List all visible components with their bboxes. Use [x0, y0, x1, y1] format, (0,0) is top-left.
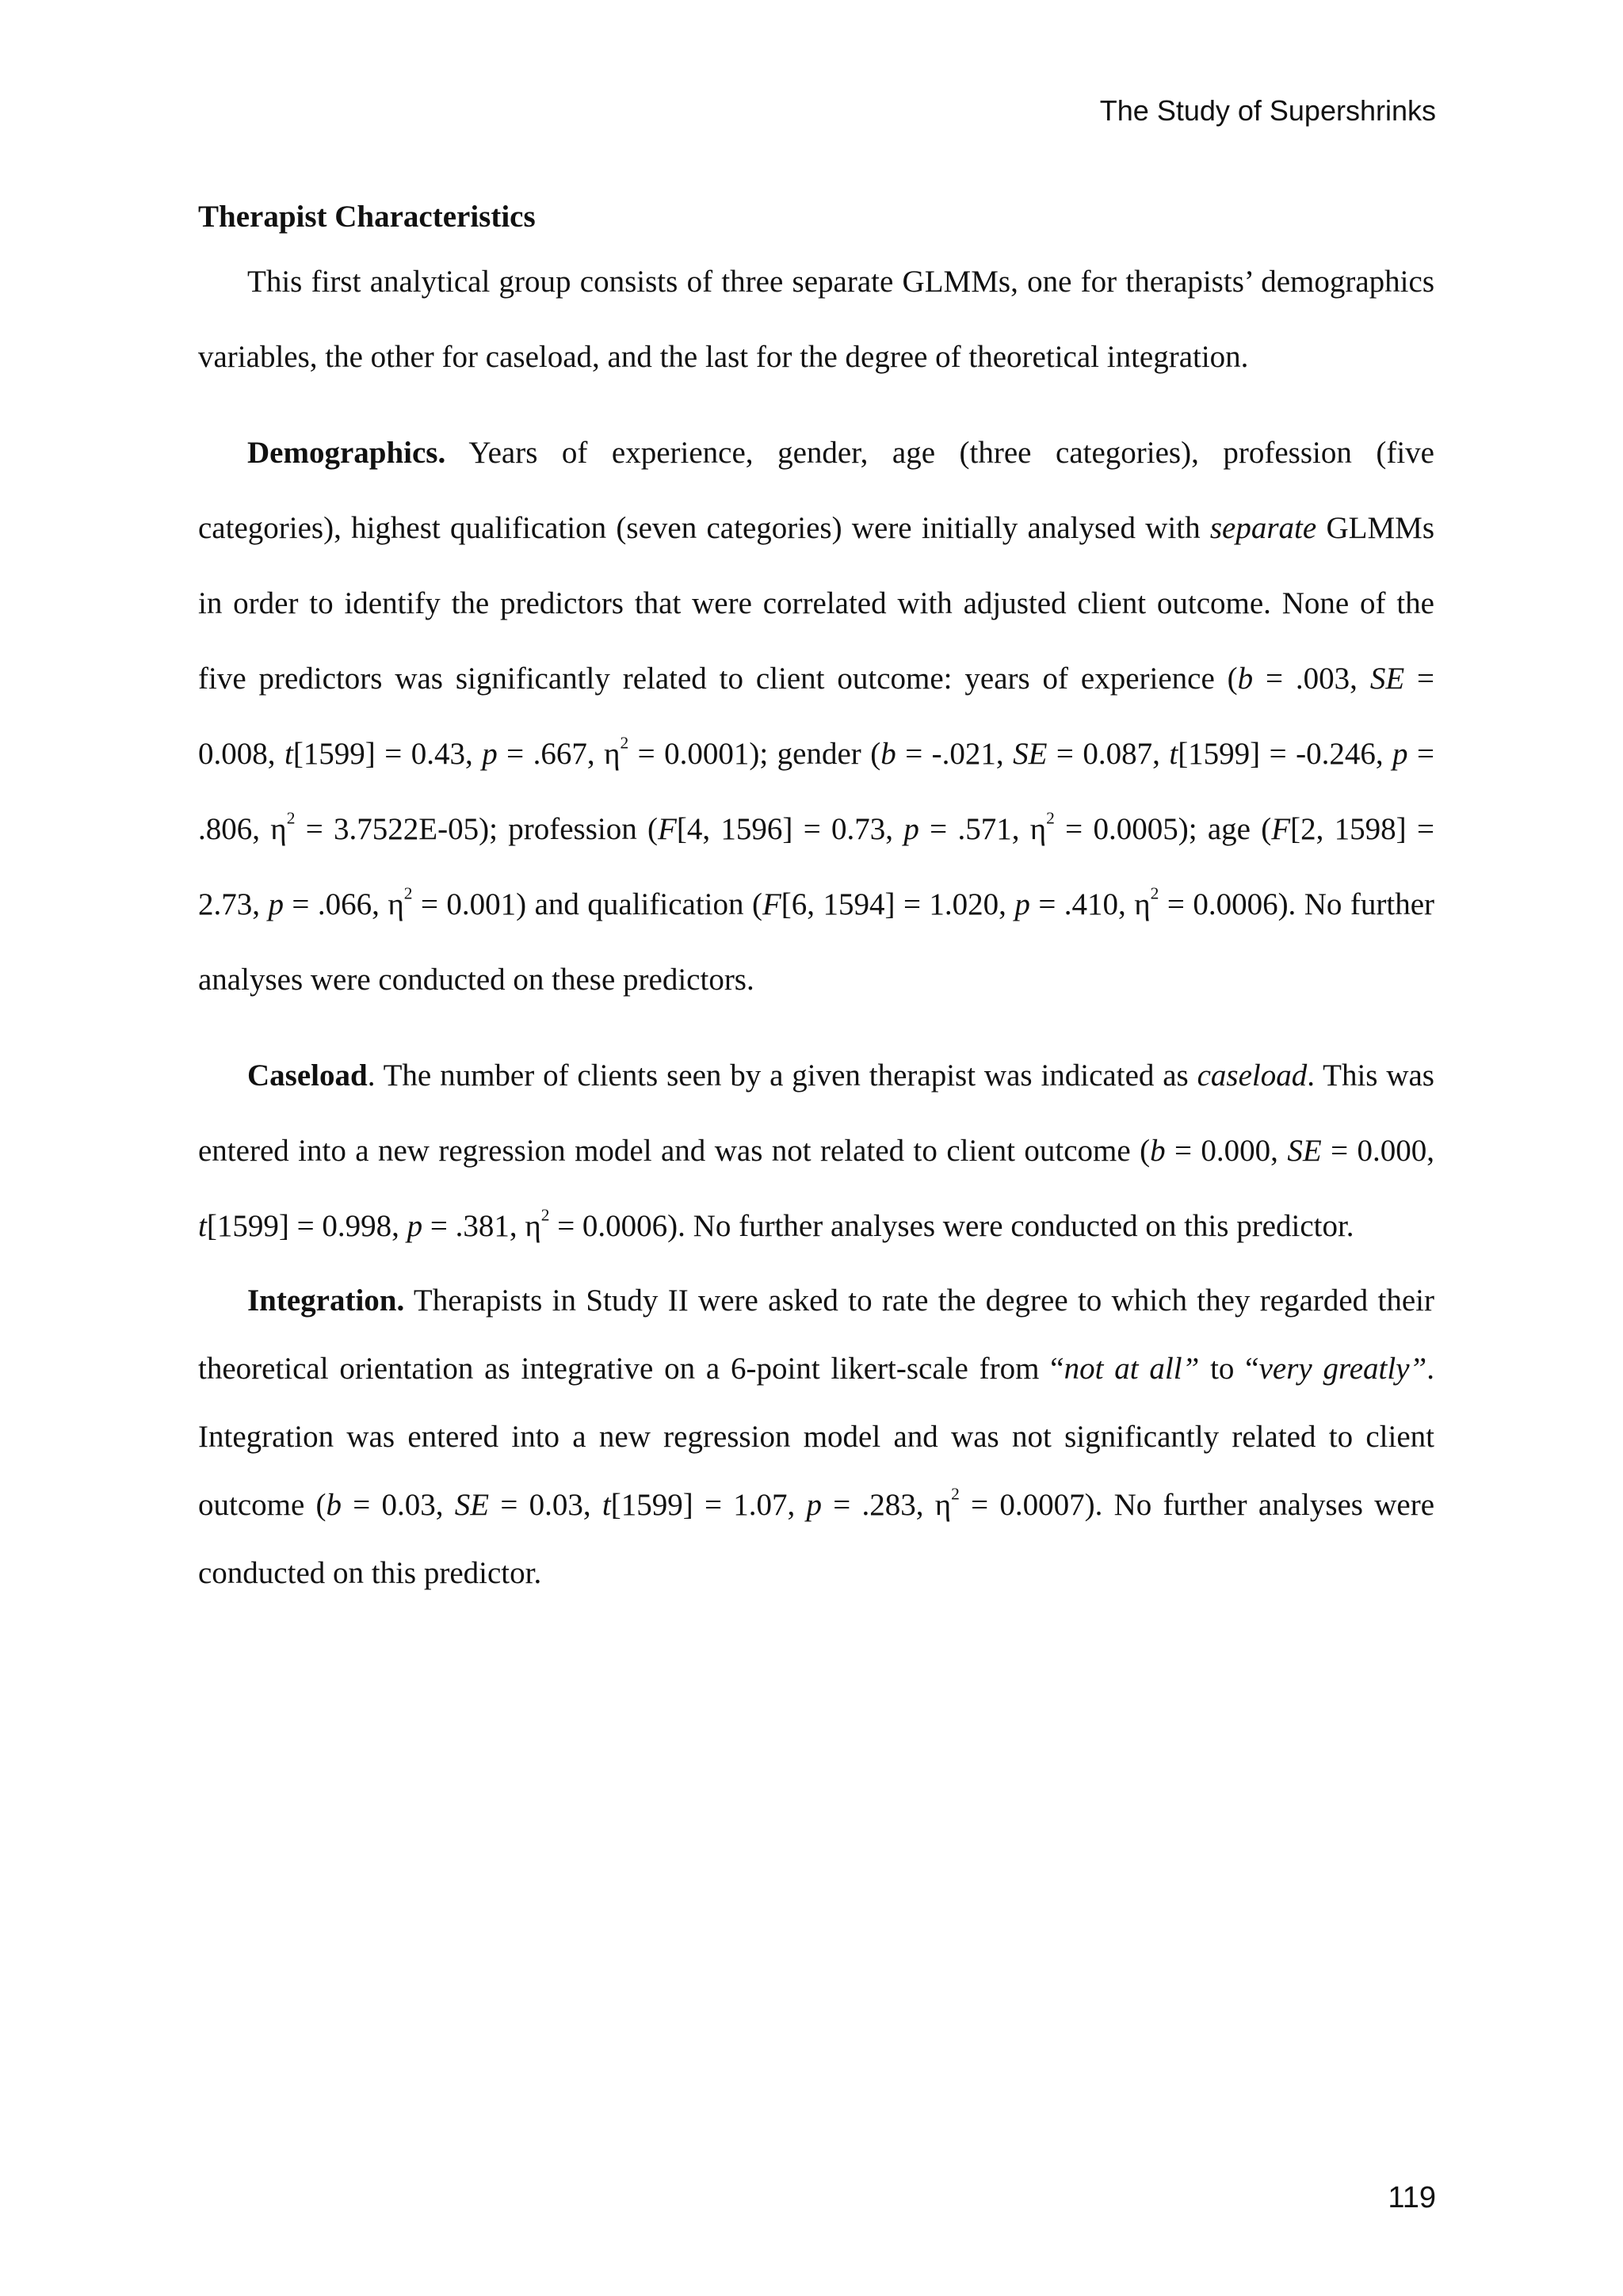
page-body: [198, 198, 1434, 1608]
caseload-lead: Caseload: [247, 1058, 368, 1093]
integration-lead: Integration.: [247, 1283, 405, 1318]
caseload-paragraph: Caseload. The number of clients seen by a given therapist was indicated as caseload. This was entered into a new regression model and was not related to client outcome (b = 0.000, SE = 0.000, t[1599] = 0.998, p = .381, $\eta^2 = 0.0006$). No further analyses were conducted on this predictor.: [198, 1058, 1434, 1243]
integration-paragraph: Integration. Therapists in Study II were asked to rate the degree to which they regarded their theoretical orientation as integrative on a 6-point likert-scale from “not at all” to “very greatly”. Integration was entered into a new regression model and was not significantly related to client outcome (b = 0.03, SE = 0.03, t[1599] = 1.07, p = .283, $\eta^2 = 0.0007$). No further analyses were conducted on this predictor.: [198, 1283, 1435, 1590]
running-title: The Study of Supershrinks: [1099, 94, 1436, 127]
section-heading: Therapist Characteristics: [198, 200, 536, 234]
demographics-paragraph: Demographics. Years of experience, gender, age (three categories), profession (five categories), highest qualification (seven categories) were initially analysed with separate GLMMs in order to identify the predictors that were correlated with adjusted client outcome. None of the five predictors was significantly related to client outcome: years of experience (b = .003, SE = 0.008, t[1599] = 0.43, p = .667, $\eta^2 = 0.0001$); gender (b = -.021, SE = 0.087, t[1599] = -0.246, p = .806, $\eta^2 = 3.7522E-05$); profession (F[4, 1596] = 0.73, p = .571, $\eta^2 = 0.0005$); age (F[2, 1598] = 2.73, p = .066, $\eta^2 = 0.001$) and qualification (F[6, 1594] = 1.020, p = .410, $\eta^2 = 0.0006$). No further analyses were conducted on these predictors.: [198, 436, 1435, 997]
page-number: 119: [1388, 2181, 1436, 2214]
intro-paragraph: This first analytical group consists of three separate GLMMs, one for therapists’ demographics variables, the other for caseload, and the last for the degree of theoretical integration.: [198, 265, 1434, 374]
demographics-lead: Demographics.: [247, 436, 446, 470]
